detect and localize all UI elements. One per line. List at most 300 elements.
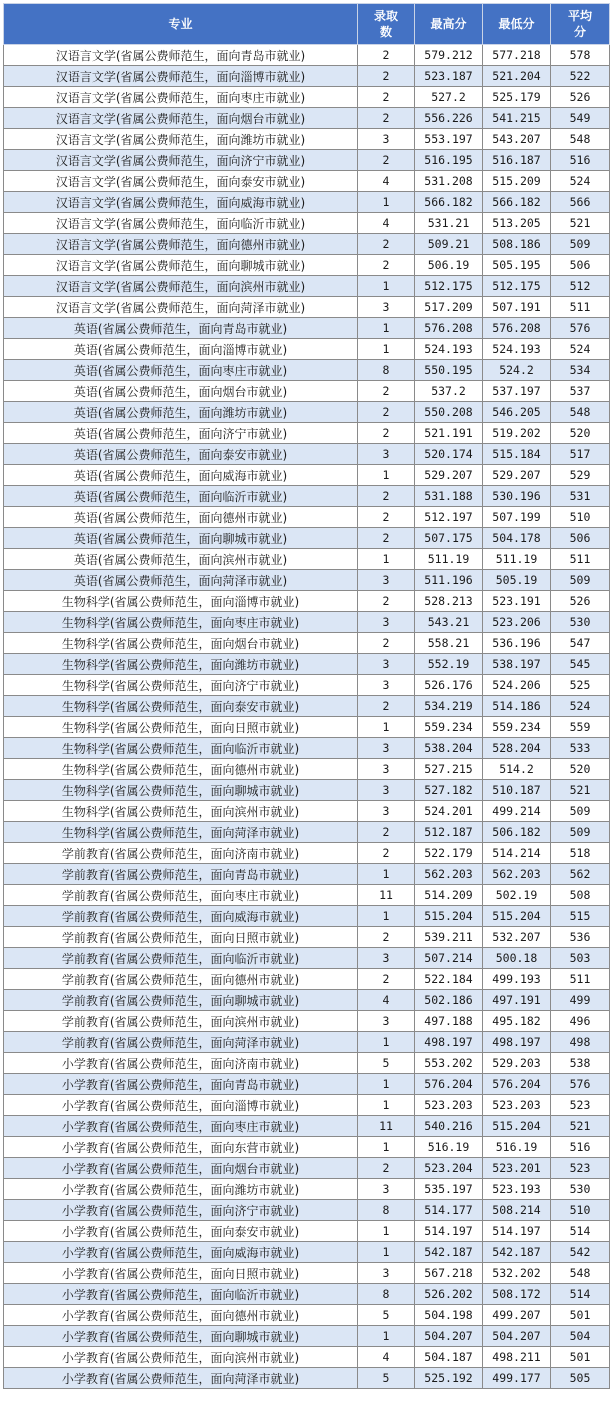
table-row xyxy=(4,1242,610,1263)
max-score-cell: 504.187 xyxy=(415,1347,483,1368)
admitted-count-cell: 4 xyxy=(358,213,415,234)
admitted-count-cell: 3 xyxy=(358,570,415,591)
major-cell: 英语(省属公费师范生，面向菏泽市就业) xyxy=(4,570,358,591)
major-cell: 生物科学(省属公费师范生，面向烟台市就业) xyxy=(4,633,358,654)
table-row xyxy=(4,1347,610,1368)
avg-score-cell: 516 xyxy=(551,1137,610,1158)
avg-score-cell: 521 xyxy=(551,213,610,234)
max-score-cell: 516.195 xyxy=(415,150,483,171)
table-row xyxy=(4,339,610,360)
avg-score-cell: 509 xyxy=(551,822,610,843)
admitted-count-cell: 1 xyxy=(358,192,415,213)
admitted-count-cell: 2 xyxy=(358,633,415,654)
avg-score-cell: 506 xyxy=(551,528,610,549)
min-score-cell: 524.193 xyxy=(483,339,551,360)
min-score-cell: 538.197 xyxy=(483,654,551,675)
max-score-cell: 553.202 xyxy=(415,1053,483,1074)
major-cell: 英语(省属公费师范生，面向烟台市就业) xyxy=(4,381,358,402)
min-score-cell: 505.19 xyxy=(483,570,551,591)
table-row xyxy=(4,1305,610,1326)
major-cell: 生物科学(省属公费师范生，面向淄博市就业) xyxy=(4,591,358,612)
admitted-count-cell: 1 xyxy=(358,276,415,297)
min-score-cell: 541.215 xyxy=(483,108,551,129)
major-cell: 生物科学(省属公费师范生，面向日照市就业) xyxy=(4,717,358,738)
major-cell: 英语(省属公费师范生，面向潍坊市就业) xyxy=(4,402,358,423)
min-score-cell: 576.204 xyxy=(483,1074,551,1095)
major-cell: 汉语言文学(省属公费师范生，面向烟台市就业) xyxy=(4,108,358,129)
avg-score-cell: 576 xyxy=(551,318,610,339)
major-cell: 生物科学(省属公费师范生，面向滨州市就业) xyxy=(4,801,358,822)
admitted-count-cell: 2 xyxy=(358,927,415,948)
max-score-cell: 522.179 xyxy=(415,843,483,864)
admitted-count-cell: 1 xyxy=(358,1074,415,1095)
avg-score-cell: 526 xyxy=(551,87,610,108)
avg-score-cell: 520 xyxy=(551,759,610,780)
max-score-cell: 515.204 xyxy=(415,906,483,927)
max-score-cell: 502.186 xyxy=(415,990,483,1011)
header-admitted-count: 录取 数 xyxy=(358,4,415,45)
max-score-cell: 514.197 xyxy=(415,1221,483,1242)
avg-score-cell: 578 xyxy=(551,45,610,66)
major-cell: 汉语言文学(省属公费师范生，面向青岛市就业) xyxy=(4,45,358,66)
table-row xyxy=(4,1011,610,1032)
header-max-score: 最高分 xyxy=(415,4,483,45)
table-row xyxy=(4,843,610,864)
major-cell: 小学教育(省属公费师范生，面向淄博市就业) xyxy=(4,1095,358,1116)
max-score-cell: 550.208 xyxy=(415,402,483,423)
avg-score-cell: 537 xyxy=(551,381,610,402)
avg-score-cell: 521 xyxy=(551,780,610,801)
min-score-cell: 523.193 xyxy=(483,1179,551,1200)
min-score-cell: 516.19 xyxy=(483,1137,551,1158)
min-score-cell: 504.207 xyxy=(483,1326,551,1347)
min-score-cell: 577.218 xyxy=(483,45,551,66)
admitted-count-cell: 5 xyxy=(358,1305,415,1326)
major-cell: 小学教育(省属公费师范生，面向青岛市就业) xyxy=(4,1074,358,1095)
table-body xyxy=(4,45,610,1389)
admitted-count-cell: 1 xyxy=(358,318,415,339)
avg-score-cell: 576 xyxy=(551,1074,610,1095)
max-score-cell: 511.19 xyxy=(415,549,483,570)
max-score-cell: 524.201 xyxy=(415,801,483,822)
admitted-count-cell: 2 xyxy=(358,696,415,717)
avg-score-cell: 523 xyxy=(551,1158,610,1179)
avg-score-cell: 511 xyxy=(551,297,610,318)
min-score-cell: 498.197 xyxy=(483,1032,551,1053)
table-row xyxy=(4,885,610,906)
table-row xyxy=(4,633,610,654)
max-score-cell: 534.219 xyxy=(415,696,483,717)
major-cell: 小学教育(省属公费师范生，面向德州市就业) xyxy=(4,1305,358,1326)
table-row xyxy=(4,549,610,570)
min-score-cell: 536.196 xyxy=(483,633,551,654)
major-cell: 汉语言文学(省属公费师范生，面向滨州市就业) xyxy=(4,276,358,297)
table-row xyxy=(4,822,610,843)
max-score-cell: 576.204 xyxy=(415,1074,483,1095)
table-row xyxy=(4,927,610,948)
avg-score-cell: 503 xyxy=(551,948,610,969)
table-row xyxy=(4,1158,610,1179)
max-score-cell: 511.196 xyxy=(415,570,483,591)
max-score-cell: 531.188 xyxy=(415,486,483,507)
avg-score-cell: 534 xyxy=(551,360,610,381)
major-cell: 生物科学(省属公费师范生，面向泰安市就业) xyxy=(4,696,358,717)
major-cell: 汉语言文学(省属公费师范生，面向威海市就业) xyxy=(4,192,358,213)
table-row xyxy=(4,612,610,633)
admitted-count-cell: 2 xyxy=(358,66,415,87)
min-score-cell: 546.205 xyxy=(483,402,551,423)
avg-score-cell: 514 xyxy=(551,1284,610,1305)
major-cell: 汉语言文学(省属公费师范生，面向潍坊市就业) xyxy=(4,129,358,150)
header-avg-score: 平均 分 xyxy=(551,4,610,45)
max-score-cell: 507.214 xyxy=(415,948,483,969)
admitted-count-cell: 2 xyxy=(358,1158,415,1179)
min-score-cell: 515.204 xyxy=(483,1116,551,1137)
major-cell: 英语(省属公费师范生，面向聊城市就业) xyxy=(4,528,358,549)
admitted-count-cell: 3 xyxy=(358,780,415,801)
admitted-count-cell: 5 xyxy=(358,1053,415,1074)
avg-score-cell: 509 xyxy=(551,234,610,255)
max-score-cell: 552.19 xyxy=(415,654,483,675)
min-score-cell: 532.202 xyxy=(483,1263,551,1284)
admitted-count-cell: 11 xyxy=(358,1116,415,1137)
min-score-cell: 497.191 xyxy=(483,990,551,1011)
min-score-cell: 530.196 xyxy=(483,486,551,507)
table-row xyxy=(4,255,610,276)
min-score-cell: 515.204 xyxy=(483,906,551,927)
table-row xyxy=(4,87,610,108)
min-score-cell: 507.191 xyxy=(483,297,551,318)
min-score-cell: 508.186 xyxy=(483,234,551,255)
max-score-cell: 528.213 xyxy=(415,591,483,612)
header-major: 专业 xyxy=(4,4,358,45)
table-row xyxy=(4,423,610,444)
admitted-count-cell: 3 xyxy=(358,444,415,465)
min-score-cell: 499.214 xyxy=(483,801,551,822)
avg-score-cell: 518 xyxy=(551,843,610,864)
avg-score-cell: 511 xyxy=(551,549,610,570)
table-row xyxy=(4,1221,610,1242)
min-score-cell: 542.187 xyxy=(483,1242,551,1263)
admitted-count-cell: 1 xyxy=(358,717,415,738)
table-row xyxy=(4,948,610,969)
max-score-cell: 527.215 xyxy=(415,759,483,780)
admitted-count-cell: 2 xyxy=(358,822,415,843)
table-row xyxy=(4,717,610,738)
table-row xyxy=(4,297,610,318)
major-cell: 英语(省属公费师范生，面向德州市就业) xyxy=(4,507,358,528)
admitted-count-cell: 4 xyxy=(358,1347,415,1368)
min-score-cell: 514.2 xyxy=(483,759,551,780)
max-score-cell: 531.208 xyxy=(415,171,483,192)
min-score-cell: 507.199 xyxy=(483,507,551,528)
max-score-cell: 527.2 xyxy=(415,87,483,108)
avg-score-cell: 542 xyxy=(551,1242,610,1263)
avg-score-cell: 524 xyxy=(551,696,610,717)
max-score-cell: 512.187 xyxy=(415,822,483,843)
major-cell: 生物科学(省属公费师范生，面向临沂市就业) xyxy=(4,738,358,759)
admitted-count-cell: 1 xyxy=(358,549,415,570)
major-cell: 小学教育(省属公费师范生，面向滨州市就业) xyxy=(4,1347,358,1368)
admitted-count-cell: 2 xyxy=(358,45,415,66)
table-row xyxy=(4,1200,610,1221)
min-score-cell: 529.203 xyxy=(483,1053,551,1074)
table-row xyxy=(4,1284,610,1305)
admitted-count-cell: 2 xyxy=(358,234,415,255)
table-row xyxy=(4,570,610,591)
max-score-cell: 506.19 xyxy=(415,255,483,276)
admitted-count-cell: 5 xyxy=(358,1368,415,1389)
min-score-cell: 514.214 xyxy=(483,843,551,864)
min-score-cell: 512.175 xyxy=(483,276,551,297)
avg-score-cell: 524 xyxy=(551,339,610,360)
max-score-cell: 504.207 xyxy=(415,1326,483,1347)
min-score-cell: 519.202 xyxy=(483,423,551,444)
max-score-cell: 514.177 xyxy=(415,1200,483,1221)
table-row xyxy=(4,1179,610,1200)
major-cell: 小学教育(省属公费师范生，面向潍坊市就业) xyxy=(4,1179,358,1200)
admitted-count-cell: 2 xyxy=(358,423,415,444)
avg-score-cell: 536 xyxy=(551,927,610,948)
major-cell: 生物科学(省属公费师范生，面向枣庄市就业) xyxy=(4,612,358,633)
header-min-score: 最低分 xyxy=(483,4,551,45)
min-score-cell: 566.182 xyxy=(483,192,551,213)
admitted-count-cell: 3 xyxy=(358,1263,415,1284)
avg-score-cell: 511 xyxy=(551,969,610,990)
min-score-cell: 499.177 xyxy=(483,1368,551,1389)
max-score-cell: 535.197 xyxy=(415,1179,483,1200)
avg-score-cell: 538 xyxy=(551,1053,610,1074)
admitted-count-cell: 1 xyxy=(358,1095,415,1116)
admitted-count-cell: 8 xyxy=(358,360,415,381)
max-score-cell: 543.21 xyxy=(415,612,483,633)
avg-score-cell: 524 xyxy=(551,171,610,192)
min-score-cell: 499.193 xyxy=(483,969,551,990)
max-score-cell: 542.187 xyxy=(415,1242,483,1263)
table-row xyxy=(4,528,610,549)
admitted-count-cell: 1 xyxy=(358,339,415,360)
avg-score-cell: 548 xyxy=(551,402,610,423)
admitted-count-cell: 3 xyxy=(358,738,415,759)
major-cell: 小学教育(省属公费师范生，面向菏泽市就业) xyxy=(4,1368,358,1389)
min-score-cell: 576.208 xyxy=(483,318,551,339)
admitted-count-cell: 1 xyxy=(358,1326,415,1347)
avg-score-cell: 529 xyxy=(551,465,610,486)
table-row xyxy=(4,318,610,339)
major-cell: 学前教育(省属公费师范生，面向德州市就业) xyxy=(4,969,358,990)
admitted-count-cell: 1 xyxy=(358,1137,415,1158)
admitted-count-cell: 4 xyxy=(358,171,415,192)
avg-score-cell: 562 xyxy=(551,864,610,885)
max-score-cell: 539.211 xyxy=(415,927,483,948)
max-score-cell: 507.175 xyxy=(415,528,483,549)
table-row xyxy=(4,906,610,927)
avg-score-cell: 496 xyxy=(551,1011,610,1032)
table-row xyxy=(4,402,610,423)
min-score-cell: 495.182 xyxy=(483,1011,551,1032)
table-row xyxy=(4,780,610,801)
avg-score-cell: 526 xyxy=(551,591,610,612)
avg-score-cell: 509 xyxy=(551,801,610,822)
table-row xyxy=(4,969,610,990)
table-row xyxy=(4,654,610,675)
min-score-cell: 500.18 xyxy=(483,948,551,969)
major-cell: 生物科学(省属公费师范生，面向菏泽市就业) xyxy=(4,822,358,843)
min-score-cell: 537.197 xyxy=(483,381,551,402)
major-cell: 英语(省属公费师范生，面向淄博市就业) xyxy=(4,339,358,360)
table-row xyxy=(4,381,610,402)
avg-score-cell: 501 xyxy=(551,1347,610,1368)
major-cell: 汉语言文学(省属公费师范生，面向济宁市就业) xyxy=(4,150,358,171)
table-row xyxy=(4,801,610,822)
avg-score-cell: 548 xyxy=(551,129,610,150)
admitted-count-cell: 3 xyxy=(358,297,415,318)
major-cell: 学前教育(省属公费师范生，面向聊城市就业) xyxy=(4,990,358,1011)
max-score-cell: 498.197 xyxy=(415,1032,483,1053)
max-score-cell: 567.218 xyxy=(415,1263,483,1284)
admitted-count-cell: 3 xyxy=(358,1011,415,1032)
table-row xyxy=(4,1326,610,1347)
min-score-cell: 523.191 xyxy=(483,591,551,612)
table-row xyxy=(4,234,610,255)
min-score-cell: 529.207 xyxy=(483,465,551,486)
max-score-cell: 522.184 xyxy=(415,969,483,990)
max-score-cell: 550.195 xyxy=(415,360,483,381)
max-score-cell: 512.175 xyxy=(415,276,483,297)
admitted-count-cell: 8 xyxy=(358,1284,415,1305)
max-score-cell: 556.226 xyxy=(415,108,483,129)
table-header-row xyxy=(4,4,610,45)
avg-score-cell: 517 xyxy=(551,444,610,465)
major-cell: 生物科学(省属公费师范生，面向潍坊市就业) xyxy=(4,654,358,675)
admitted-count-cell: 1 xyxy=(358,906,415,927)
admitted-count-cell: 2 xyxy=(358,528,415,549)
max-score-cell: 521.191 xyxy=(415,423,483,444)
major-cell: 英语(省属公费师范生，面向枣庄市就业) xyxy=(4,360,358,381)
table-row xyxy=(4,990,610,1011)
table-row xyxy=(4,1074,610,1095)
max-score-cell: 531.21 xyxy=(415,213,483,234)
admitted-count-cell: 2 xyxy=(358,255,415,276)
avg-score-cell: 498 xyxy=(551,1032,610,1053)
admitted-count-cell: 3 xyxy=(358,759,415,780)
max-score-cell: 538.204 xyxy=(415,738,483,759)
admitted-count-cell: 2 xyxy=(358,507,415,528)
max-score-cell: 509.21 xyxy=(415,234,483,255)
table-row xyxy=(4,507,610,528)
max-score-cell: 579.212 xyxy=(415,45,483,66)
admitted-count-cell: 1 xyxy=(358,864,415,885)
major-cell: 生物科学(省属公费师范生，面向德州市就业) xyxy=(4,759,358,780)
avg-score-cell: 549 xyxy=(551,108,610,129)
table-row xyxy=(4,1263,610,1284)
max-score-cell: 526.176 xyxy=(415,675,483,696)
max-score-cell: 504.198 xyxy=(415,1305,483,1326)
avg-score-cell: 566 xyxy=(551,192,610,213)
table-row xyxy=(4,1095,610,1116)
table-row xyxy=(4,696,610,717)
table-row xyxy=(4,1116,610,1137)
major-cell: 小学教育(省属公费师范生，面向临沂市就业) xyxy=(4,1284,358,1305)
major-cell: 小学教育(省属公费师范生，面向枣庄市就业) xyxy=(4,1116,358,1137)
min-score-cell: 524.206 xyxy=(483,675,551,696)
avg-score-cell: 501 xyxy=(551,1305,610,1326)
avg-score-cell: 525 xyxy=(551,675,610,696)
avg-score-cell: 515 xyxy=(551,906,610,927)
admitted-count-cell: 2 xyxy=(358,843,415,864)
major-cell: 学前教育(省属公费师范生，面向临沂市就业) xyxy=(4,948,358,969)
min-score-cell: 508.214 xyxy=(483,1200,551,1221)
avg-score-cell: 505 xyxy=(551,1368,610,1389)
major-cell: 汉语言文学(省属公费师范生，面向菏泽市就业) xyxy=(4,297,358,318)
min-score-cell: 543.207 xyxy=(483,129,551,150)
max-score-cell: 526.202 xyxy=(415,1284,483,1305)
table-row xyxy=(4,1032,610,1053)
admitted-count-cell: 1 xyxy=(358,1032,415,1053)
table-row xyxy=(4,1137,610,1158)
major-cell: 汉语言文学(省属公费师范生，面向聊城市就业) xyxy=(4,255,358,276)
max-score-cell: 553.197 xyxy=(415,129,483,150)
major-cell: 学前教育(省属公费师范生，面向威海市就业) xyxy=(4,906,358,927)
max-score-cell: 523.203 xyxy=(415,1095,483,1116)
avg-score-cell: 533 xyxy=(551,738,610,759)
max-score-cell: 558.21 xyxy=(415,633,483,654)
min-score-cell: 510.187 xyxy=(483,780,551,801)
admitted-count-cell: 3 xyxy=(358,801,415,822)
admitted-count-cell: 4 xyxy=(358,990,415,1011)
major-cell: 英语(省属公费师范生，面向威海市就业) xyxy=(4,465,358,486)
max-score-cell: 514.209 xyxy=(415,885,483,906)
major-cell: 学前教育(省属公费师范生，面向菏泽市就业) xyxy=(4,1032,358,1053)
avg-score-cell: 520 xyxy=(551,423,610,444)
table-row xyxy=(4,360,610,381)
min-score-cell: 523.203 xyxy=(483,1095,551,1116)
table-row xyxy=(4,276,610,297)
admitted-count-cell: 2 xyxy=(358,591,415,612)
avg-score-cell: 508 xyxy=(551,885,610,906)
max-score-cell: 523.187 xyxy=(415,66,483,87)
avg-score-cell: 516 xyxy=(551,150,610,171)
major-cell: 英语(省属公费师范生，面向泰安市就业) xyxy=(4,444,358,465)
avg-score-cell: 559 xyxy=(551,717,610,738)
table-row xyxy=(4,1368,610,1389)
major-cell: 小学教育(省属公费师范生，面向济宁市就业) xyxy=(4,1200,358,1221)
min-score-cell: 499.207 xyxy=(483,1305,551,1326)
max-score-cell: 537.2 xyxy=(415,381,483,402)
max-score-cell: 540.216 xyxy=(415,1116,483,1137)
admitted-count-cell: 3 xyxy=(358,612,415,633)
min-score-cell: 508.172 xyxy=(483,1284,551,1305)
major-cell: 学前教育(省属公费师范生，面向青岛市就业) xyxy=(4,864,358,885)
avg-score-cell: 547 xyxy=(551,633,610,654)
avg-score-cell: 512 xyxy=(551,276,610,297)
major-cell: 学前教育(省属公费师范生，面向滨州市就业) xyxy=(4,1011,358,1032)
admitted-count-cell: 3 xyxy=(358,129,415,150)
admitted-count-cell: 2 xyxy=(358,150,415,171)
major-cell: 小学教育(省属公费师范生，面向济南市就业) xyxy=(4,1053,358,1074)
max-score-cell: 559.234 xyxy=(415,717,483,738)
max-score-cell: 525.192 xyxy=(415,1368,483,1389)
major-cell: 小学教育(省属公费师范生，面向日照市就业) xyxy=(4,1263,358,1284)
max-score-cell: 527.182 xyxy=(415,780,483,801)
avg-score-cell: 545 xyxy=(551,654,610,675)
table-row xyxy=(4,108,610,129)
min-score-cell: 514.197 xyxy=(483,1221,551,1242)
major-cell: 小学教育(省属公费师范生，面向威海市就业) xyxy=(4,1242,358,1263)
table-row xyxy=(4,486,610,507)
major-cell: 小学教育(省属公费师范生，面向聊城市就业) xyxy=(4,1326,358,1347)
admitted-count-cell: 3 xyxy=(358,654,415,675)
